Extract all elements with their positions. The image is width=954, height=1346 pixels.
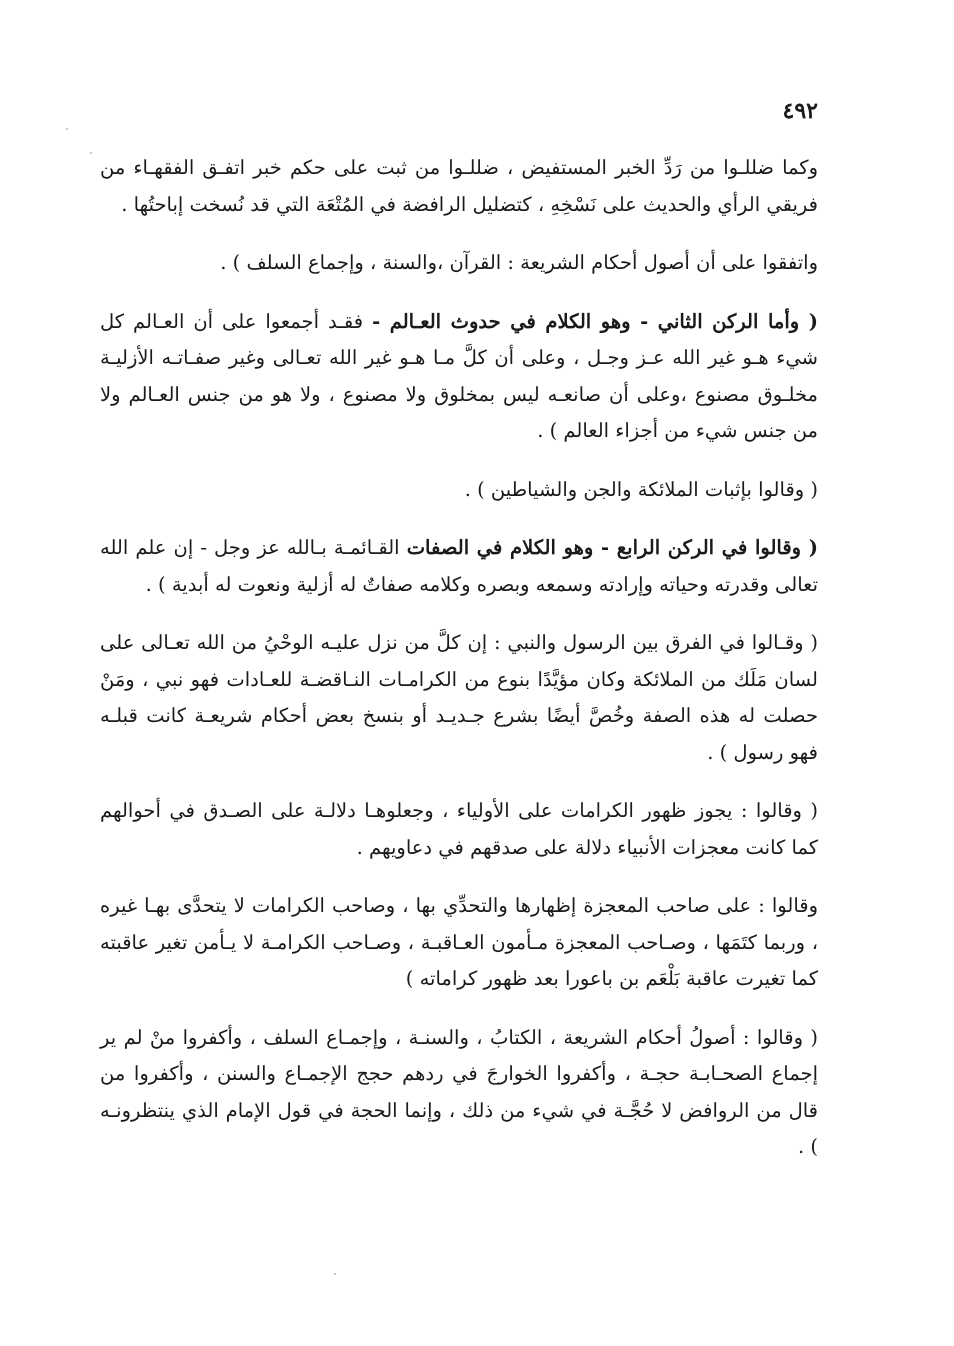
paragraph — [100, 472, 818, 509]
paragraph-lead: ( وقالوا في الركن الرابع - وهو الكلام في الصفات — [406, 536, 818, 559]
paragraph — [100, 530, 818, 603]
paragraph — [100, 888, 818, 998]
paragraph — [100, 793, 818, 866]
paragraph-text: القـائمـة بـالله عز وجل - إن علم الله تعالى وقدرته وحياته وإرادته وسمعه وبصره وكلامه صفاتٌ له أزلية ونعوت له أبدية ) . — [100, 536, 818, 596]
paragraph-text: فقـد أجمعوا على أن العـالم كل شيء هـو غير الله عـز وجـل ، وعلى أن كلَّ مـا هـو غير الله تعـالى وغير صفـاتـه الأزليـة مخلـوق مصنوع ،وعلى أن صانعـه ليس بمخلوق ولا مصنوع ، ولا هو من جنس العـالم ولا من جنس شيء من أجزاء العالم ) . — [100, 309, 818, 442]
scan-speck — [90, 152, 92, 154]
paragraph — [100, 150, 818, 223]
paragraph — [100, 245, 818, 282]
paragraph-text: وكما ضللـوا من رَدِّ الخبر المستفيض ، ضللـوا من ثبت على حكم خبر اتفـق الفقهـاء من فريقي الرأي والحديث على نَسْخِهِ ، كتضليل الرافضة في المُتْعَة التي قد نُسخت إباحتُها . — [100, 156, 818, 216]
paragraph-lead: ( وأما الركن الثاني - وهو الكلام في حدوث العـالم - — [372, 309, 818, 333]
paragraph-text: واتفقوا على أن أصول أحكام الشريعة : القرآن ،والسنة ، وإجماع السلف ) . — [220, 251, 818, 274]
paragraph-text: ( وقـالوا في الفرق بين الرسول والنبي : إن كلَّ من نزل عليـه الوحْيُ من الله تعـالى على لسان مَلَك من الملائكة وكان مؤيَّدًا بنوع من الكرامـات النـاقضـة للعـادات فهو نبي ، ومَنْ حصلت له هذه الصفة وخُصَّ أيضًا بشرع جـديـد أو بنسخ بعض أحكام شريعـة كانت قبلـه فهو رسول ) . — [100, 631, 818, 764]
paragraph — [100, 1020, 818, 1166]
paragraph-text: وقالوا : على صاحب المعجزة إظهارها والتحدِّي بها ، وصاحب الكرامات لا يتحدَّى بهـا غيره ، وربما كتَمَها ، وصـاحب المعجزة مـأمون العـاقبـة ، وصـاحب الكرامـة لا يـأمن تغير عاقبته كما تغيرت عاقبة بَلْعَم بن باعورا بعد ظهور كراماته ) — [100, 894, 818, 990]
page-body — [100, 150, 818, 1188]
paragraph-text: ( وقالوا : يجوز ظهور الكرامات على الأولياء ، وجعلوهـا دلالـة على الصـدق في أحوالهم كما كانت معجزات الأنبياء دلالة على صدقهم في دعاويهم . — [100, 799, 818, 859]
paragraph-text: ( وقالوا : أصولُ أحكام الشريعة ، الكتابُ ، والسنـة ، وإجمـاع السلف ، وأكفروا منْ لم ير إجماع الصحـابـة حجـة ، وأكفروا الخوارجَ في ردهم حجج الإجمـاع والسنن ، وأكفروا من قال من الروافض لا حُجَّـة في شيء من ذلك ، وإنما الحجة في قول الإمام الذي ينتظرونـه ) . — [100, 1025, 818, 1158]
page-number: ٤٩٢ — [782, 98, 818, 124]
paragraph-text: ( وقالوا بإثبات الملائكة والجن والشياطين ) . — [464, 477, 818, 501]
scan-speck — [334, 1273, 336, 1275]
scan-speck — [66, 128, 68, 130]
paragraph — [100, 625, 818, 771]
paragraph — [100, 304, 818, 450]
